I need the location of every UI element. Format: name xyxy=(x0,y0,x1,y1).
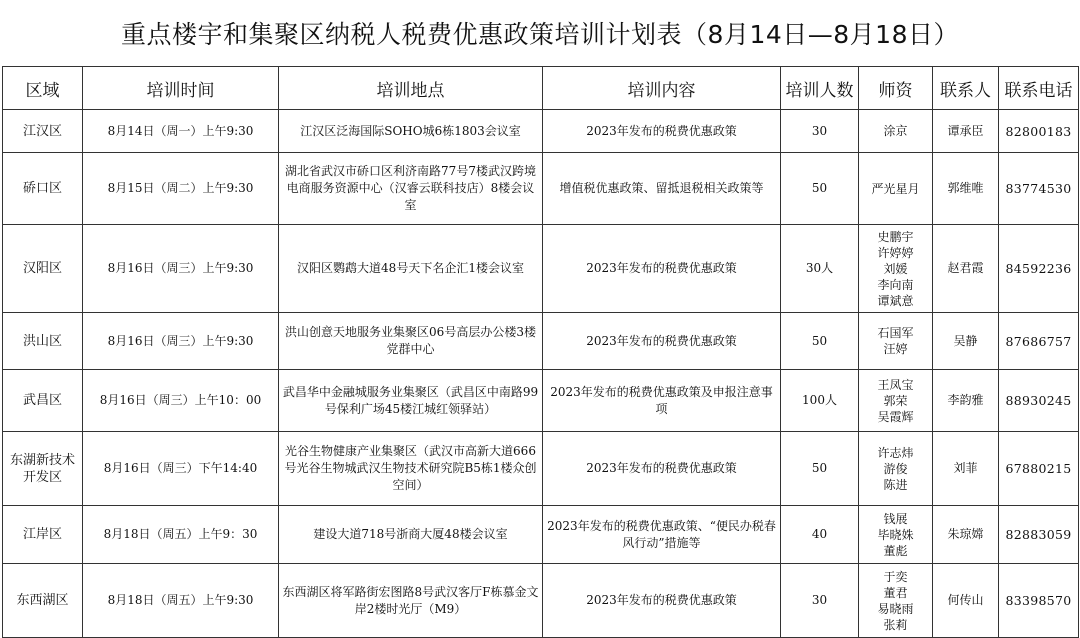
phone-cell: 83398570 xyxy=(999,564,1079,638)
content-cell: 2023年发布的税费优惠政策 xyxy=(543,225,781,313)
teacher-name: 于奕 xyxy=(883,569,908,584)
region-cell: 武昌区 xyxy=(3,370,83,432)
column-header-teachers: 师资 xyxy=(859,67,933,110)
teacher-name: 易晓雨 xyxy=(877,601,914,616)
region-cell: 东湖新技术开发区 xyxy=(3,432,83,506)
content-cell: 2023年发布的税费优惠政策 xyxy=(543,432,781,506)
column-header-region: 区域 xyxy=(3,67,83,110)
teacher-name: 董彪 xyxy=(883,543,908,558)
table-row xyxy=(3,370,1079,432)
location-cell: 光谷生物健康产业集聚区（武汉市高新大道666号光谷生物城武汉生物技术研究院B5栋1楼众创空间） xyxy=(279,432,543,506)
count-cell: 30 xyxy=(781,110,859,153)
location-cell: 洪山创意天地服务业集聚区06号高层办公楼3楼党群中心 xyxy=(279,313,543,370)
teacher-name: 游俊 xyxy=(883,461,908,476)
count-cell: 40 xyxy=(781,506,859,564)
contact-cell: 何传山 xyxy=(933,564,999,638)
teacher-name: 王凤宝 xyxy=(877,377,914,392)
content-cell: 2023年发布的税费优惠政策 xyxy=(543,110,781,153)
phone-cell: 82883059 xyxy=(999,506,1079,564)
phone-cell: 88930245 xyxy=(999,370,1079,432)
count-cell: 50 xyxy=(781,432,859,506)
table-row xyxy=(3,110,1079,153)
time-cell: 8月16日（周三）上午10：00 xyxy=(83,370,279,432)
table-row xyxy=(3,564,1079,638)
region-cell: 江岸区 xyxy=(3,506,83,564)
time-cell: 8月16日（周三）下午14:40 xyxy=(83,432,279,506)
contact-cell: 赵君霞 xyxy=(933,225,999,313)
location-cell: 湖北省武汉市硚口区利济南路77号7楼武汉跨境电商服务资源中心（汉睿云联科技店）8楼会议室 xyxy=(279,153,543,225)
phone-cell: 67880215 xyxy=(999,432,1079,506)
column-header-location: 培训地点 xyxy=(279,67,543,110)
teacher-name: 石国军 xyxy=(877,326,914,340)
teacher-name: 谭斌意 xyxy=(877,293,914,308)
teachers-cell xyxy=(859,506,933,564)
location-cell: 东西湖区将军路街宏图路8号武汉客厅F栋慕金文岸2楼时光厅（M9） xyxy=(279,564,543,638)
teachers-cell xyxy=(859,370,933,432)
contact-cell: 郭维唯 xyxy=(933,153,999,225)
teacher-name: 张莉 xyxy=(883,617,908,632)
location-cell: 建设大道718号浙商大厦48楼会议室 xyxy=(279,506,543,564)
table-row xyxy=(3,313,1079,370)
teachers-cell xyxy=(859,313,933,370)
teacher-name: 陈进 xyxy=(883,477,908,492)
region-cell: 洪山区 xyxy=(3,313,83,370)
phone-cell: 84592236 xyxy=(999,225,1079,313)
teacher-name: 许婷婷 xyxy=(877,245,914,260)
contact-cell: 朱琼嫦 xyxy=(933,506,999,564)
column-header-content: 培训内容 xyxy=(543,67,781,110)
location-cell: 汉阳区鹦鹉大道48号天下名企汇1楼会议室 xyxy=(279,225,543,313)
time-cell: 8月15日（周二）上午9:30 xyxy=(83,153,279,225)
phone-cell: 87686757 xyxy=(999,313,1079,370)
table-row xyxy=(3,506,1079,564)
teacher-name: 董君 xyxy=(883,585,908,600)
teacher-name: 钱展 xyxy=(883,511,908,526)
region-cell: 东西湖区 xyxy=(3,564,83,638)
table-row xyxy=(3,153,1079,225)
teacher-name: 涂京 xyxy=(883,124,908,138)
time-cell: 8月16日（周三）上午9:30 xyxy=(83,313,279,370)
column-header-contact: 联系人 xyxy=(933,67,999,110)
time-cell: 8月14日（周一）上午9:30 xyxy=(83,110,279,153)
contact-cell: 吴静 xyxy=(933,313,999,370)
content-cell: 2023年发布的税费优惠政策 xyxy=(543,564,781,638)
column-header-time: 培训时间 xyxy=(83,67,279,110)
time-cell: 8月18日（周五）上午9:30 xyxy=(83,564,279,638)
table-row xyxy=(3,432,1079,506)
content-cell: 2023年发布的税费优惠政策、“便民办税春风行动”措施等 xyxy=(543,506,781,564)
time-cell: 8月16日（周三）上午9:30 xyxy=(83,225,279,313)
teacher-name: 汪婷 xyxy=(883,342,908,356)
column-header-count: 培训人数 xyxy=(781,67,859,110)
region-cell: 汉阳区 xyxy=(3,225,83,313)
teachers-cell xyxy=(859,432,933,506)
column-header-phone: 联系电话 xyxy=(999,67,1079,110)
content-cell: 增值税优惠政策、留抵退税相关政策等 xyxy=(543,153,781,225)
teachers-cell xyxy=(859,153,933,225)
teachers-cell xyxy=(859,225,933,313)
teacher-name: 李向南 xyxy=(877,277,914,292)
count-cell: 100人 xyxy=(781,370,859,432)
header-row xyxy=(3,67,1079,110)
location-cell: 江汉区泛海国际SOHO城6栋1803会议室 xyxy=(279,110,543,153)
phone-cell: 82800183 xyxy=(999,110,1079,153)
teachers-cell xyxy=(859,110,933,153)
teacher-name: 吴霞辉 xyxy=(877,409,914,424)
contact-cell: 谭承臣 xyxy=(933,110,999,153)
teacher-name: 毕晓姝 xyxy=(877,527,914,542)
count-cell: 50 xyxy=(781,313,859,370)
contact-cell: 李韵雅 xyxy=(933,370,999,432)
time-cell: 8月18日（周五）上午9：30 xyxy=(83,506,279,564)
page-title: 重点楼宇和集聚区纳税人税费优惠政策培训计划表（8月14日—8月18日） xyxy=(121,20,959,49)
training-schedule-table xyxy=(2,66,1079,638)
content-cell: 2023年发布的税费优惠政策 xyxy=(543,313,781,370)
teacher-name: 严光星月 xyxy=(871,181,920,196)
region-cell: 江汉区 xyxy=(3,110,83,153)
teacher-name: 郭荣 xyxy=(883,393,908,408)
location-cell: 武昌华中金融城服务业集聚区（武昌区中南路99号保利广场45楼江城红领驿站） xyxy=(279,370,543,432)
teacher-name: 许志炜 xyxy=(877,445,914,460)
region-cell: 硚口区 xyxy=(3,153,83,225)
teachers-cell xyxy=(859,564,933,638)
table-row xyxy=(3,225,1079,313)
contact-cell: 刘菲 xyxy=(933,432,999,506)
teacher-name: 史鹏宇 xyxy=(877,229,914,244)
phone-cell: 83774530 xyxy=(999,153,1079,225)
count-cell: 50 xyxy=(781,153,859,225)
teacher-name: 刘媛 xyxy=(883,261,908,276)
count-cell: 30 xyxy=(781,564,859,638)
content-cell: 2023年发布的税费优惠政策及申报注意事项 xyxy=(543,370,781,432)
count-cell: 30人 xyxy=(781,225,859,313)
